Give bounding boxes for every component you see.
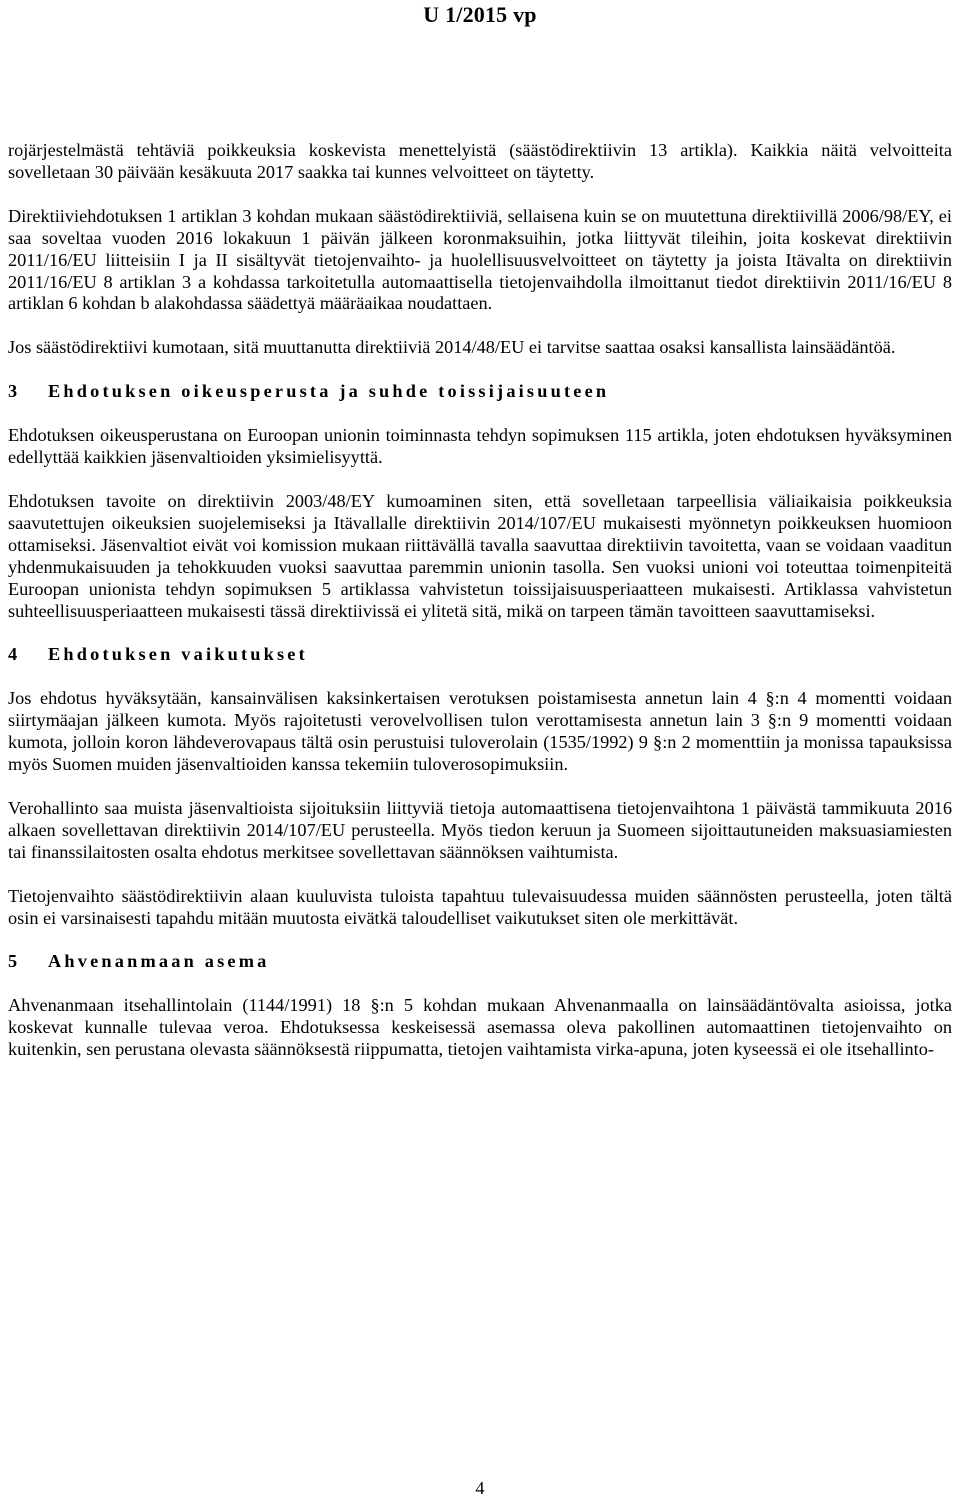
document-page [8, 0, 952, 1499]
section-number-5: 5 [8, 951, 18, 972]
document-body [8, 140, 952, 1083]
section-title-5: Ahvenanmaan asema [48, 951, 270, 972]
paragraph-directive-article: Direktiiviehdotuksen 1 artiklan 3 kohdan mukaan säästödirektiiviä, sellaisena kuin se on muutettuna direktiivillä 2006/98/EY, ei saa soveltaa vuoden 2016 lokakuun 1 päivän jälkeen koronmaksuihin, jotka liittyvät tileihin, joita koskevat direktiivin 2011/16/EU liitteisiin I ja II sisältyvät tietojenvaihto- ja huolellisuusvelvoitteet on täytetty ja joista Itävalta on direktiivin 2011/16/EU 8 artiklan 3 a kohdassa tarkoitetulla automaattisella tietojenvaihdolla ilmoittanut tiedot direktiivin 2011/16/EU 8 artiklan 6 kohdan b alakohdassa säädettyä määräaikaa noudattaen. [8, 205, 952, 314]
section-4-paragraph-2: Verohallinto saa muista jäsenvaltioista sijoituksiin liittyviä tietoja automaattisena tietojenvaihtona 1 päivästä tammikuuta 2016 alkaen sovellettavan direktiivin 2014/107/EU perusteella. Myös tiedon keruun ja Suomeen sijoittautuneiden maksuasiamiesten tai finanssilaitosten osalta ehdotus merkitsee sovellettavan säännöksen vaihtumista. [8, 797, 952, 862]
paragraph-continuation: rojärjestelmästä tehtäviä poikkeuksia koskevista menettelyistä (säästödirektiivin 13 artikla). Kaikkia näitä velvoitteita sovelletaan 30 päivään kesäkuuta 2017 saakka tai kunnes velvoitteet on täytetty. [8, 140, 952, 182]
section-heading-4 [8, 644, 952, 666]
section-heading-5 [8, 951, 952, 973]
section-3-paragraph-2: Ehdotuksen tavoite on direktiivin 2003/48/EY kumoaminen siten, että sovelletaan tarpeellisia väliaikaisia poikkeuksia saavutettujen oikeuksien suojelemiseksi ja Itävallalle direktiivin 2014/107/EU mukaisesti myönnetyn poikkeuksen huomioon ottamiseksi. Jäsenvaltiot eivät voi komission mukaan riittävällä tavalla saavuttaa direktiivin tavoitetta, vaan se voidaan vaaditun yhdenmukaisuuden ja tehokkuuden vuoksi saavuttaa paremmin unionin tasolla. Sen vuoksi unioni voi toteuttaa toimenpiteitä Euroopan unionista tehdyn sopimuksen 5 artiklassa vahvistetun toissijaisuusperiaatteen mukaisesti. Artiklassa vahvistetun suhteellisuusperiaatteen mukaisesti tässä direktiivissä ei ylitetä sitä, mikä on tarpeen tämän tavoitteen saavuttamiseksi. [8, 490, 952, 621]
page-number: 4 [475, 1478, 485, 1498]
section-title-3: Ehdotuksen oikeusperusta ja suhde toissijaisuuteen [48, 381, 610, 402]
document-header: U 1/2015 vp [423, 2, 537, 27]
section-3-paragraph-1: Ehdotuksen oikeusperustana on Euroopan unionin toiminnasta tehdyn sopimuksen 115 artikla, joten ehdotuksen hyväksyminen edellyttää kaikkien jäsenvaltioiden yksimielisyyttä. [8, 425, 952, 468]
section-heading-3 [8, 381, 952, 403]
section-number-4: 4 [8, 644, 18, 665]
section-4-paragraph-1: Jos ehdotus hyväksytään, kansainvälisen kaksinkertaisen verotuksen poistamisesta annetun lain 4 §:n 4 momentti voidaan siirtymäajan jälkeen kumota. Myös rajoitetusti verovelvollisen tulon verottamisesta annetun lain 3 §:n 9 momentti voidaan kumota, jolloin koron lähdeverovapaus tältä osin perustuisi tuloverolain (1535/1992) 9 §:n 2 momenttiin ja monissa tapauksissa myös Suomen muiden jäsenvaltioiden kanssa tekemiin tuloverosopimuksiin. [8, 688, 952, 775]
paragraph-repeal: Jos säästödirektiivi kumotaan, sitä muuttanutta direktiiviä 2014/48/EU ei tarvitse saattaa osaksi kansallista lainsäädäntöä. [8, 337, 896, 358]
section-5-paragraph-1: Ahvenanmaan itsehallintolain (1144/1991) 18 §:n 5 kohdan mukaan Ahvenanmaalla on lainsäädäntövalta asioissa, jotka koskevat kunnalle tulevaa veroa. Ehdotuksessa keskeisessä asemassa oleva pakollinen automaattinen tietojenvaihto on kuitenkin, sen perustana olevasta säännöksestä riippumatta, tietojen vaihtamista virka-apuna, joten kyseessä ei ole itsehallinto- [8, 995, 952, 1060]
section-4-paragraph-3: Tietojenvaihto säästödirektiivin alaan kuuluvista tuloista tapahtuu tulevaisuudessa muiden säännösten perusteella, joten tältä osin ei varsinaisesti tapahdu mitään muutosta eivätkä taloudelliset vaikutukset siten ole merkittävät. [8, 885, 952, 928]
section-number-3: 3 [8, 381, 18, 402]
section-title-4: Ehdotuksen vaikutukset [48, 644, 308, 665]
